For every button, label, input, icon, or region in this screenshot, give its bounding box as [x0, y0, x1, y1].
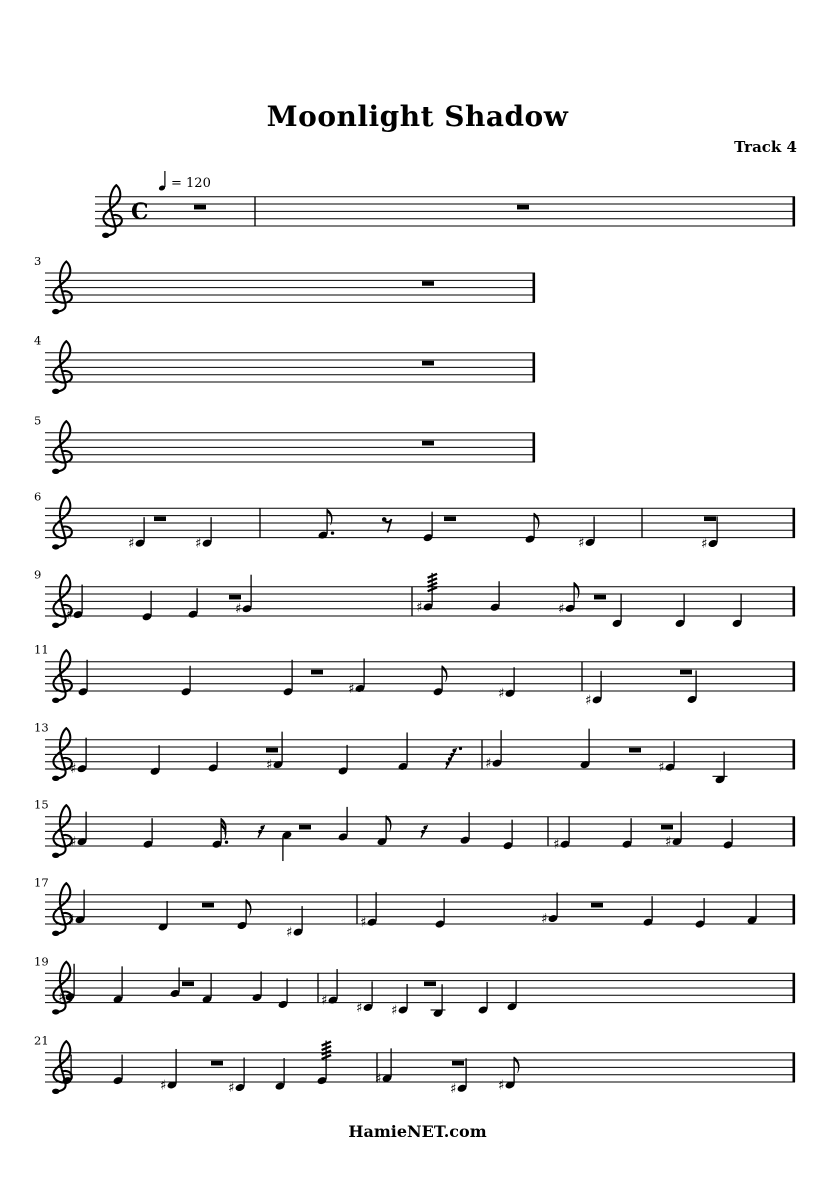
- sharp-accidental: ♯: [235, 601, 242, 618]
- sharp-accidental: ♯: [266, 757, 273, 774]
- staff-lines: [45, 353, 535, 382]
- rest-block: [680, 670, 692, 675]
- staff-lines: [45, 895, 795, 924]
- sharp-accidental: ♯: [70, 834, 77, 851]
- quarter-note: [713, 752, 728, 785]
- rest-block: [424, 981, 436, 986]
- sharp-accidental: ♯: [701, 535, 708, 552]
- sharp-accidental: ♯: [391, 1002, 398, 1019]
- rest-block: [194, 205, 206, 210]
- sharp-accidental: ♯: [658, 759, 665, 776]
- tremolo-note: [317, 1041, 332, 1086]
- sharp-accidental: ♯: [541, 911, 548, 928]
- quarter-note: [283, 660, 294, 697]
- footer-brand: HamieNET.com: [348, 1122, 487, 1141]
- rest-block: [182, 981, 194, 986]
- sharp-accidental: ♯: [348, 680, 355, 697]
- sharp-accidental: ♯: [416, 599, 423, 616]
- sharp-accidental: ♯: [228, 1080, 235, 1097]
- sharp-accidental: ♯: [553, 836, 560, 853]
- tempo-label: = 120: [171, 176, 211, 191]
- sharp-accidental: ♯: [70, 761, 77, 778]
- rest-block: [202, 903, 214, 908]
- rest-block: [444, 516, 456, 521]
- quarter-note: [612, 593, 623, 628]
- quarter-note: [181, 666, 192, 697]
- rest-block: [154, 516, 166, 521]
- quarter-note: [643, 896, 654, 927]
- quarter-note: [553, 816, 570, 853]
- eighth-note: [433, 666, 448, 697]
- quarter-note: [338, 745, 349, 776]
- quarter-note: [507, 981, 518, 1012]
- staff-lines: [45, 1053, 795, 1082]
- staff-system-4: [34, 334, 535, 394]
- quarter-note: [687, 670, 698, 704]
- sharp-accidental: ♯: [286, 924, 293, 941]
- quarter-note: [578, 516, 595, 551]
- staff-lines: [45, 662, 795, 691]
- sharp-accidental: ♯: [321, 992, 328, 1009]
- sharp-accidental: ♯: [450, 1080, 457, 1097]
- sharp-accidental: ♯: [578, 534, 585, 551]
- track-label: Track 4: [734, 138, 797, 156]
- staff-lines: [45, 433, 535, 462]
- quarter-note: [622, 818, 633, 849]
- quarter-note: [391, 984, 408, 1019]
- rest-block: [229, 595, 241, 600]
- eighth-note: [498, 1057, 519, 1094]
- quarter-note: [143, 818, 154, 849]
- staff-system-15: [34, 798, 795, 861]
- quarter-note: [202, 973, 213, 1004]
- quarter-note: [150, 745, 161, 776]
- measure-number: 11: [34, 642, 49, 657]
- measure-number: 19: [34, 954, 49, 969]
- quarter-note: [128, 517, 145, 552]
- rest-block: [591, 903, 603, 908]
- quarter-note: [435, 898, 446, 929]
- staff-system-19: [34, 954, 795, 1018]
- sharp-accidental: ♯: [665, 834, 672, 851]
- quarter-note: [701, 516, 718, 552]
- measure-number: 21: [34, 1033, 49, 1048]
- quarter-note: [498, 667, 515, 702]
- quarter-note: [113, 1055, 124, 1086]
- quarter-note: [360, 892, 377, 931]
- sharp-accidental: ♯: [195, 535, 202, 552]
- sharp-accidental: ♯: [160, 1077, 167, 1094]
- quarter-note: [398, 732, 409, 771]
- page-title: Moonlight Shadow: [266, 100, 569, 133]
- sharp-accidental: ♯: [558, 600, 565, 617]
- sharp-accidental: ♯: [375, 1070, 382, 1087]
- quarter-note: [113, 966, 124, 1004]
- staff-system-9: [34, 568, 795, 628]
- staff-system-3: [34, 254, 535, 314]
- tempo-note-icon: [158, 171, 166, 191]
- quarter-note: [356, 981, 373, 1016]
- quarter-note: [580, 729, 591, 770]
- measure-number: 4: [34, 333, 42, 348]
- measure-number: 5: [34, 413, 42, 428]
- rest-block: [422, 361, 434, 366]
- staff-lines: [45, 817, 795, 846]
- rest-block: [422, 441, 434, 446]
- staff-system-21: [34, 1034, 795, 1097]
- sixteenth-rest: [446, 747, 463, 769]
- measure-number: 17: [34, 875, 49, 890]
- sharp-accidental: ♯: [360, 914, 367, 931]
- rest-block: [422, 281, 434, 286]
- rest-block: [629, 748, 641, 753]
- quarter-note: [485, 730, 502, 772]
- quarter-note: [142, 591, 153, 622]
- quarter-note: [695, 898, 706, 929]
- sharp-accidental: ♯: [498, 1077, 505, 1094]
- quarter-note: [732, 593, 743, 628]
- quarter-note: [658, 741, 675, 776]
- sharp-accidental: ♯: [128, 535, 135, 552]
- quarter-note: [228, 1058, 245, 1097]
- staff-lines: [45, 973, 795, 1002]
- quarter-note: [188, 588, 199, 619]
- quarter-note: [490, 581, 501, 612]
- sharp-accidental: ♯: [498, 685, 505, 702]
- rest-block: [311, 670, 323, 675]
- staff-system-13: [34, 721, 795, 785]
- quarter-note: [423, 512, 434, 543]
- staff-system-17: [34, 876, 795, 941]
- rest-block: [704, 516, 716, 521]
- measure-number: 13: [34, 720, 49, 735]
- measure-number: 15: [34, 797, 49, 812]
- measure-number: 3: [34, 254, 42, 268]
- measure-number: 6: [34, 489, 42, 504]
- quarter-note: [286, 906, 303, 941]
- staff-lines: [45, 740, 795, 769]
- staff-system-11: [34, 643, 795, 709]
- sharp-accidental: ♯: [68, 912, 75, 929]
- rest-block: [452, 1061, 464, 1066]
- rest-block: [266, 748, 278, 753]
- sharp-accidental: ♯: [58, 989, 65, 1006]
- eighth-note: [558, 582, 579, 617]
- quarter-note: [252, 971, 263, 1002]
- common-time-signature: C: [131, 198, 149, 225]
- eighth-note: [525, 513, 540, 544]
- eighth-note: [318, 509, 335, 540]
- quarter-note: [160, 1049, 177, 1094]
- rest-block: [594, 595, 606, 600]
- rest-block: [299, 825, 311, 830]
- sharp-accidental: ♯: [585, 692, 592, 709]
- rest-block: [517, 205, 529, 210]
- quarter-note: [478, 982, 489, 1015]
- quarter-note: [675, 593, 686, 628]
- staff-system-6: [34, 489, 795, 552]
- eighth-note: [212, 818, 229, 849]
- rest-block: [211, 1061, 223, 1066]
- rest-block: [661, 825, 673, 830]
- eighth-note: [237, 899, 252, 930]
- staff-system-5: [34, 414, 535, 474]
- measure-number: 9: [34, 567, 42, 582]
- staff-lines: [95, 197, 795, 226]
- quarter-note: [170, 967, 181, 998]
- quarter-note: [278, 978, 289, 1009]
- quarter-note: [70, 738, 87, 778]
- staff-lines: [45, 273, 535, 302]
- quarter-note: [78, 660, 89, 697]
- sharp-accidental: ♯: [66, 607, 73, 624]
- quarter-note: [195, 517, 212, 552]
- sharp-accidental: ♯: [356, 999, 363, 1016]
- quarter-note: [431, 984, 446, 1018]
- sharp-accidental: ♯: [485, 755, 492, 772]
- staff-lines: [45, 508, 795, 537]
